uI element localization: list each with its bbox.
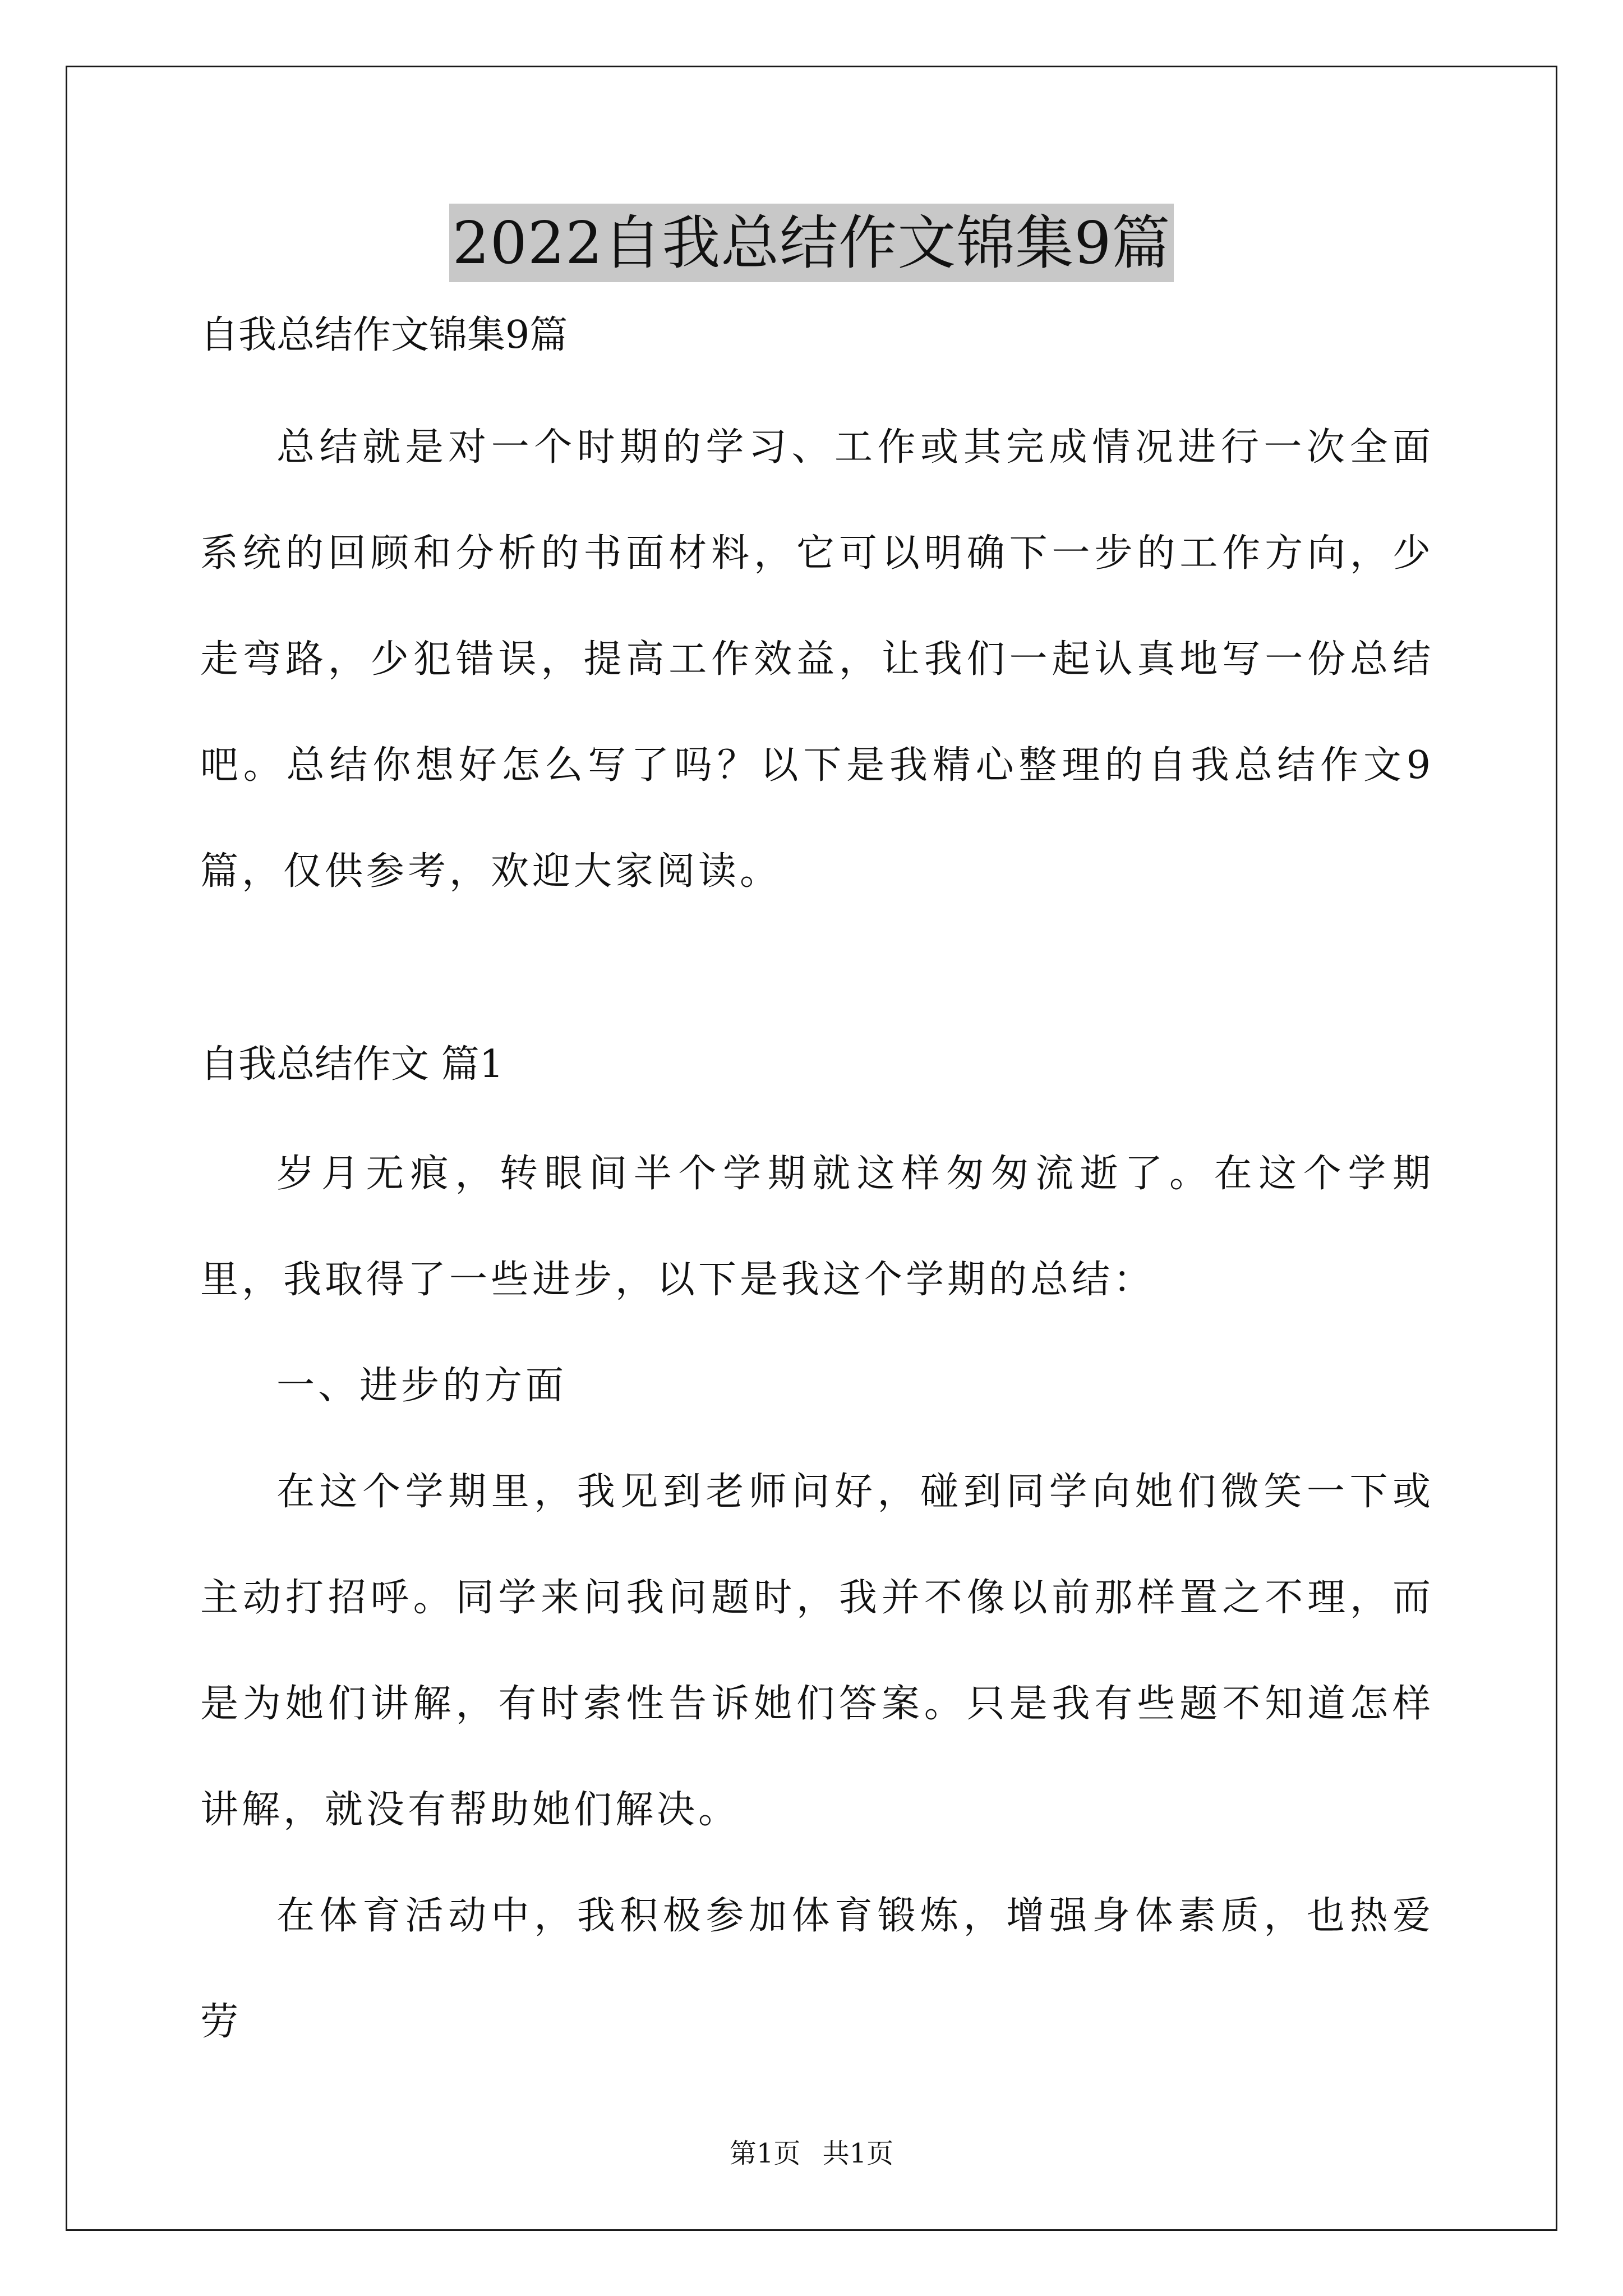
- section-subheading: 一、进步的方面: [276, 1364, 568, 1408]
- title-container: [0, 204, 1623, 282]
- section-heading: 自我总结作文 篇1: [200, 1042, 504, 1087]
- section-paragraph: 在体育活动中，我积极参加体育锻炼，增强身体素质，也热爱劳: [200, 1894, 1434, 2044]
- page-footer: [0, 2132, 1623, 2170]
- section-paragraph: 岁月无痕，转眼间半个学期就这样匆匆流逝了。在这个学期里，我取得了一些进步，以下是我这个学期的总结：: [200, 1152, 1434, 1302]
- intro-paragraph: 总结就是对一个时期的学习、工作或其完成情况进行一次全面系统的回顾和分析的书面材料，它可以明确下一步的工作方向，少走弯路，少犯错误，提高工作效益，让我们一起认真地写一份总结吧。总结你想好怎么写了吗？以下是我精心整理的自我总结作文9篇，仅供参考，欢迎大家阅读。: [200, 425, 1434, 894]
- document-title: 2022自我总结作文锦集9篇: [449, 204, 1174, 282]
- document-body: [200, 307, 1434, 2075]
- page-total: 共1页: [822, 2138, 894, 2169]
- page-number: 第1页: [729, 2138, 801, 2169]
- section-paragraph: 在这个学期里，我见到老师问好，碰到同学向她们微笑一下或主动打招呼。同学来问我问题时，我并不像以前那样置之不理，而是为她们讲解，有时索性告诉她们答案。只是我有些题不知道怎样讲解，就没有帮助她们解决。: [200, 1470, 1434, 1832]
- document-subtitle: 自我总结作文锦集9篇: [200, 313, 568, 357]
